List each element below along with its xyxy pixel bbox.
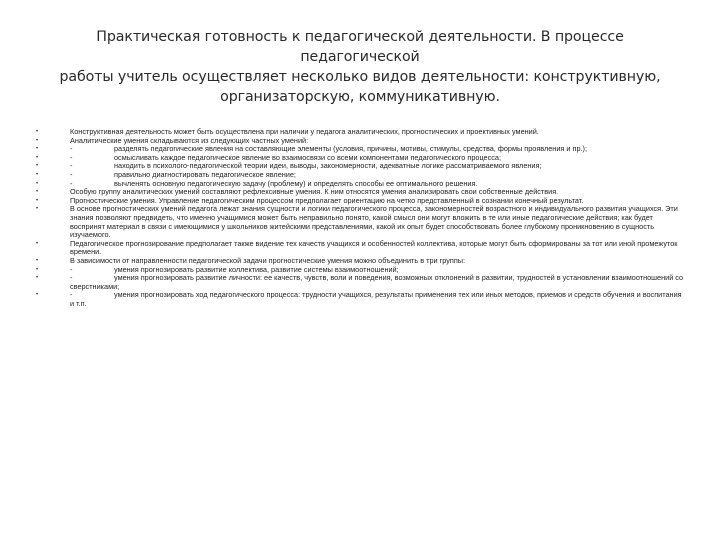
bullet-icon: • (36, 257, 39, 264)
list-item-dash: - (70, 152, 73, 162)
list-item-text: Аналитические умения складываются из следующих частных умений: (70, 135, 309, 145)
list-item-text: В основе прогностических умений педагога лежат знания сущности и логики педагогического процесса, закономерностей возрастного и индивидуального развития учащихся. Эти знания позволяют предвидеть, что именно учащимися может быть неправильно понято, какой смысл они могут вложить в те или иные педагогические действия; как будет воспринят материал в связи с имеющимися у школьников житейскими представлениями, какой их опыт будет способствовать более глубокому проникновению в сущность изучаемого. (70, 204, 678, 240)
bullet-icon: • (36, 266, 39, 273)
list-item (36, 274, 686, 291)
bullet-icon: • (36, 137, 39, 144)
list-item-text: Особую группу аналитических умений составляют рефлексивные умения. К ним относятся умения анализировать свои собственные действия. (70, 187, 559, 197)
list-item-dash: - (70, 144, 73, 154)
title-line-1: Практическая готовность к педагогической деятельности. В процессе педагогической (96, 29, 624, 65)
bullet-icon: • (36, 292, 39, 299)
list-item-dash: - (70, 178, 73, 188)
bullet-icon: • (36, 197, 39, 204)
bullet-icon: • (36, 171, 39, 178)
bullet-icon: • (36, 275, 39, 282)
list-item (36, 205, 686, 239)
list-item-text: осмысливать каждое педагогическое явление во взаимосвязи со всеми компонентами педагогического процесса; (114, 152, 501, 162)
list-item (36, 240, 686, 257)
bullet-icon: • (36, 180, 39, 187)
list-item-text: вычленять основную педагогическую задачу (проблему) и определять способы ее оптимального решения. (114, 178, 478, 188)
list-item-text: умения прогнозировать ход педагогического процесса: трудности учащихся, результаты применения тех или иных методов, приемов и средств обучения и воспитания и т.п. (70, 290, 682, 308)
list-item-text: находить в психолого-педагогической теории идеи, выводы, закономерности, адекватные логике рассматриваемого явления; (114, 161, 542, 171)
list-item-text: В зависимости от направленности педагогической задачи прогностические умения можно объединить в три группы: (70, 255, 466, 265)
list-item-text: Прогностические умения. Управление педагогическим процессом предполагает ориентацию на четко представленный в сознании конечный результат. (70, 195, 584, 205)
list-item (36, 291, 686, 308)
slide-title (52, 27, 668, 107)
list-item-text: умения прогнозировать развитие личности: ее качеств, чувств, воли и поведения, возможных отклонений в развитии, трудностей в установлении взаимоотношений со сверстниками; (70, 273, 684, 291)
list-item-text: Педагогическое прогнозирование предполагает также видение тех качеств учащихся и особенностей коллектива, которые могут быть сформированы за тот или иной промежуток времени. (70, 238, 678, 257)
list-item-text: Конструктивная деятельность может быть осуществлена при наличии у педагога аналитических, прогностических и проективных умений. (70, 127, 539, 136)
bullet-icon: • (36, 146, 39, 153)
bullet-icon: • (36, 189, 39, 196)
list-item-text: разделять педагогические явления на составляющие элементы (условия, причины, мотивы, стимулы, средства, формы проявления и пр.); (114, 144, 587, 154)
bullet-icon: • (36, 240, 39, 247)
title-line-2: работы учитель осуществляет несколько видов деятельности: конструктивную, (59, 69, 661, 85)
list-item-dash: - (70, 161, 73, 171)
list-item-text: правильно диагностировать педагогическое явление; (114, 169, 296, 179)
list-item-dash: - (70, 264, 73, 274)
bullet-icon: • (36, 163, 39, 170)
list-item-dash: - (70, 290, 73, 300)
list-item-dash: - (70, 273, 73, 283)
bullet-icon: • (36, 206, 39, 213)
bullet-icon: • (36, 129, 39, 135)
bullet-icon: • (36, 154, 39, 161)
title-line-3: организаторскую, коммуникативную. (220, 89, 500, 105)
bullet-list (36, 128, 686, 308)
list-item-dash: - (70, 169, 73, 179)
list-item-text: умения прогнозировать развитие коллектива, развитие системы взаимоотношений; (114, 264, 399, 274)
